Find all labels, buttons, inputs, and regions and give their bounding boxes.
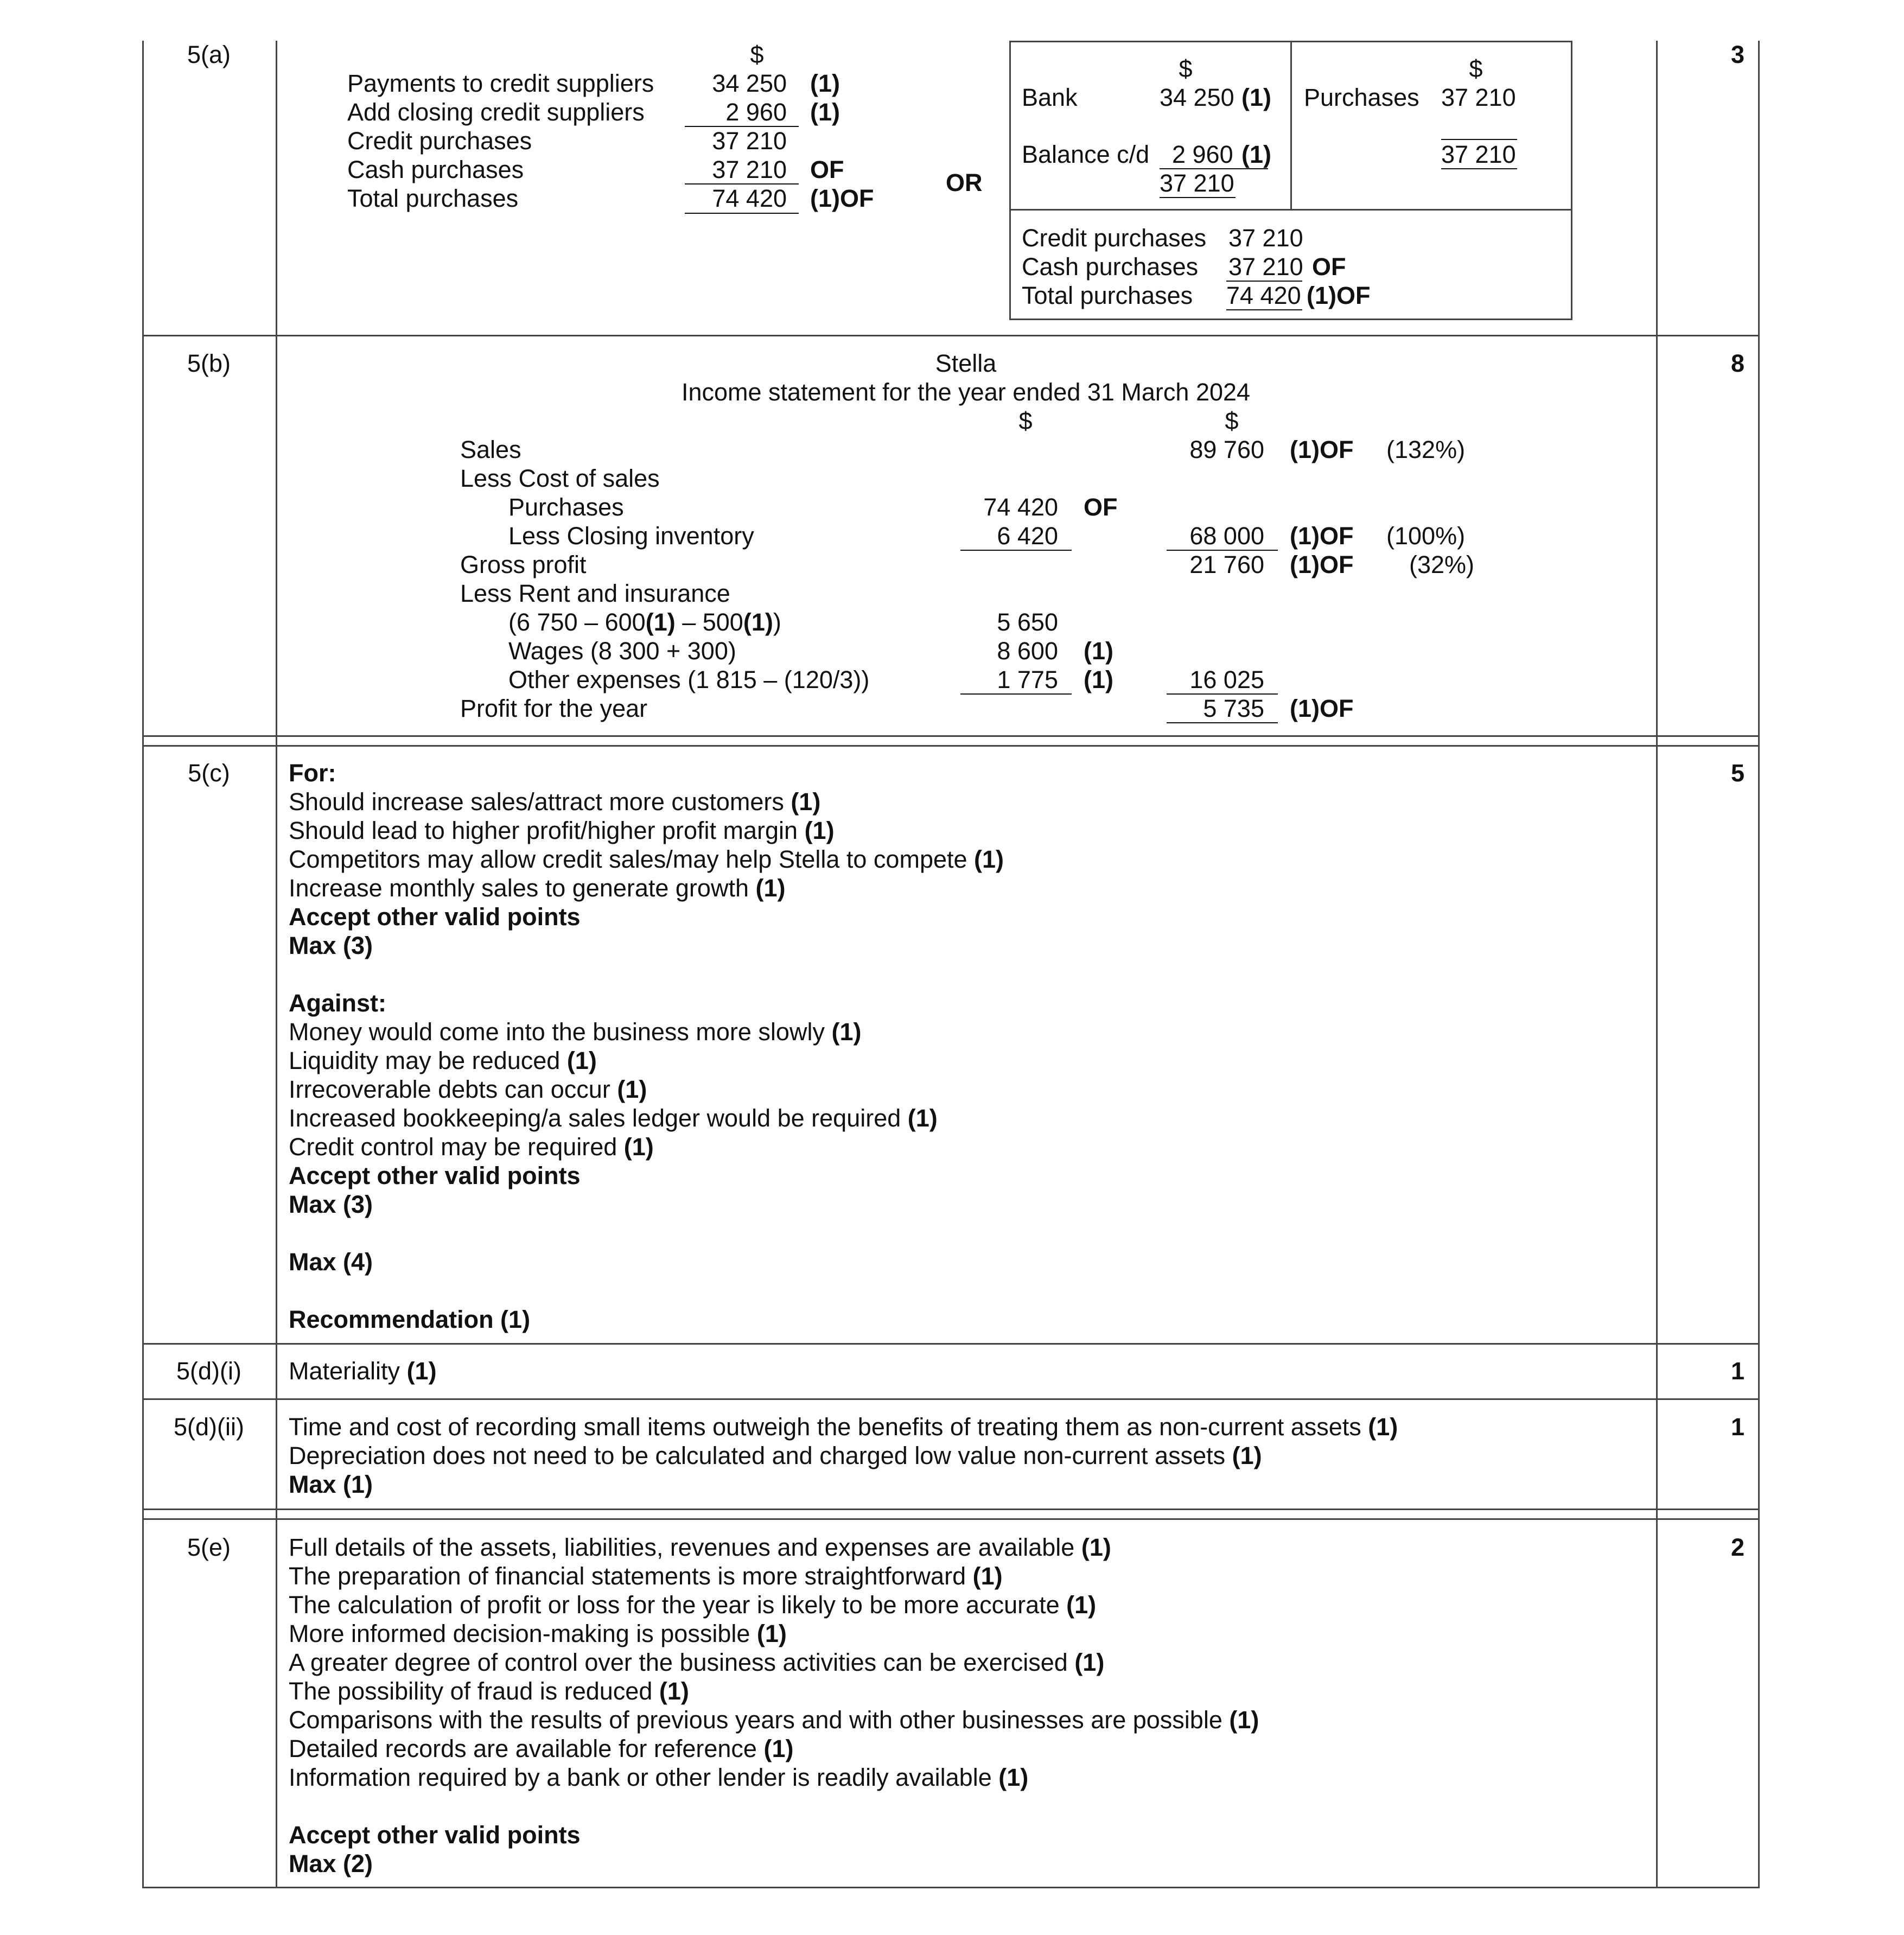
answer-point: Liquidity may be reduced (1) — [289, 1047, 597, 1074]
summary-label: Total purchases — [1022, 282, 1193, 309]
total-amount: 21 760 — [1189, 551, 1264, 578]
answer-point: Materiality (1) — [289, 1357, 437, 1385]
mark-note: OF — [1084, 493, 1118, 521]
row-divider — [142, 335, 1760, 336]
working-label: Add closing credit suppliers — [347, 98, 645, 126]
or-label: OR — [946, 169, 983, 196]
line-label: Profit for the year — [460, 695, 648, 722]
mark-note: (1)OF — [1290, 522, 1354, 550]
accept-note: Accept other valid points — [289, 1821, 581, 1849]
summary-label: Credit purchases — [1022, 224, 1207, 252]
column-divider-2-bottom — [1656, 1518, 1658, 1888]
question-number: 5(e) — [187, 1533, 231, 1561]
sub-amount: 1 775 — [997, 666, 1058, 693]
answer-point: A greater degree of control over the business activities can be exercised (1) — [289, 1648, 1105, 1676]
line-label: Less Rent and insurance — [460, 580, 730, 607]
mark-note: OF — [1312, 253, 1346, 281]
answer-point: Increased bookkeeping/a sales ledger would be required (1) — [289, 1104, 938, 1132]
sub-amount: 5 650 — [997, 608, 1058, 636]
account-divider — [1290, 41, 1292, 210]
mark-total: 1 — [1730, 1413, 1744, 1441]
line-label: Purchases — [508, 493, 624, 521]
mark-note: (1)OF — [1307, 282, 1371, 309]
answer-point: Competitors may allow credit sales/may help Stella to compete (1) — [289, 845, 1004, 873]
row-divider — [142, 1398, 1760, 1400]
total-amount: 89 760 — [1189, 436, 1264, 463]
mark-total: 1 — [1730, 1357, 1744, 1385]
dollar-heading: $ — [1469, 55, 1483, 82]
against-heading: Against: — [289, 989, 386, 1017]
mark-total: 5 — [1730, 759, 1744, 787]
max-note: Max (2) — [289, 1850, 373, 1877]
total-amount: 16 025 — [1189, 666, 1264, 693]
answer-point: Money would come into the business more slowly (1) — [289, 1018, 862, 1046]
account-total: 37 210 — [1160, 169, 1234, 197]
dollar-heading: $ — [1018, 407, 1033, 435]
underline — [685, 213, 799, 214]
left-border-bottom — [142, 1518, 144, 1888]
answer-point: Irrecoverable debts can occur (1) — [289, 1075, 647, 1103]
statement-title: Stella — [935, 349, 997, 377]
mark-note: (1)OF — [1290, 551, 1354, 578]
line-label: Wages (8 300 + 300) — [508, 637, 736, 665]
percentage: (32%) — [1409, 551, 1475, 578]
mark-note: (1) — [1084, 637, 1113, 665]
answer-point: The calculation of profit or loss for the year is likely to be more accurate (1) — [289, 1591, 1097, 1619]
answer-point: Information required by a bank or other lender is readily available (1) — [289, 1764, 1029, 1791]
right-border — [1758, 41, 1760, 1530]
answer-point: Comparisons with the results of previous years and with other businesses are possible (1) — [289, 1706, 1259, 1734]
underline — [1167, 722, 1278, 723]
percentage: (100%) — [1386, 522, 1466, 550]
account-amount: 2 960 — [1172, 141, 1233, 168]
bottom-border — [142, 1887, 1760, 1888]
question-number: 5(c) — [188, 759, 230, 787]
sub-amount: 6 420 — [997, 522, 1058, 550]
dollar-heading: $ — [750, 41, 764, 68]
mark-total: 2 — [1730, 1533, 1744, 1561]
question-number: 5(d)(i) — [176, 1357, 241, 1385]
underline — [1226, 309, 1302, 310]
total-amount: 68 000 — [1189, 522, 1264, 550]
working-label: Cash purchases — [347, 156, 524, 183]
working-amount: 37 210 — [712, 127, 787, 155]
dollar-heading: $ — [1179, 55, 1193, 82]
statement-subtitle: Income statement for the year ended 31 March 2024 — [681, 378, 1251, 406]
underline — [960, 550, 1072, 551]
mark-note: (1)OF — [810, 184, 874, 212]
mark-note: (1) — [1241, 84, 1271, 111]
row-divider — [142, 1343, 1760, 1345]
answer-point: The preparation of financial statements is more straightforward (1) — [289, 1562, 1003, 1590]
summary-amount: 37 210 — [1228, 224, 1303, 252]
answer-point: The possibility of fraud is reduced (1) — [289, 1677, 689, 1705]
mark-note: (1) — [1241, 141, 1271, 168]
line-label: Gross profit — [460, 551, 587, 578]
answer-point: Depreciation does not need to be calculated and charged low value non-current assets (1) — [289, 1442, 1262, 1469]
account-amount: 37 210 — [1441, 84, 1516, 111]
mark-note: (1) — [810, 69, 840, 97]
mark-note: (1)OF — [1290, 695, 1354, 722]
line-label: Other expenses (1 815 – (120/3)) — [508, 666, 870, 693]
account-label: Purchases — [1304, 84, 1419, 111]
row-divider — [142, 1508, 1760, 1510]
account-total: 37 210 — [1441, 141, 1516, 168]
max-note: Max (1) — [289, 1471, 373, 1498]
mark-total: 8 — [1730, 349, 1744, 377]
answer-point: Should lead to higher profit/higher profit margin (1) — [289, 817, 835, 844]
accept-note: Accept other valid points — [289, 903, 581, 931]
mark-note: OF — [810, 156, 844, 183]
column-divider-1 — [276, 41, 277, 1530]
summary-label: Cash purchases — [1022, 253, 1199, 281]
working-label: Total purchases — [347, 184, 519, 212]
answer-point: Credit control may be required (1) — [289, 1133, 654, 1161]
line-label: Sales — [460, 436, 521, 463]
mark-note: (1)OF — [1290, 436, 1354, 463]
working-label: Payments to credit suppliers — [347, 69, 654, 97]
max-note: Max (3) — [289, 1191, 373, 1218]
max-note: Max (4) — [289, 1248, 373, 1276]
summary-amount: 37 210 — [1228, 253, 1303, 281]
underline — [1441, 168, 1517, 169]
mark-total: 3 — [1730, 41, 1744, 68]
mark-note: (1) — [1084, 666, 1113, 693]
sub-amount: 74 420 — [983, 493, 1058, 521]
account-label: Bank — [1022, 84, 1078, 111]
answer-point: Should increase sales/attract more customers (1) — [289, 788, 821, 816]
row-divider — [142, 1518, 1760, 1520]
underline — [960, 693, 1072, 695]
answer-text — [289, 1412, 1398, 1499]
dollar-heading: $ — [1225, 407, 1239, 435]
sub-amount: 8 600 — [997, 637, 1058, 665]
question-number: 5(d)(ii) — [174, 1413, 244, 1441]
line-label: Less Closing inventory — [508, 522, 754, 550]
right-border-bottom — [1758, 1518, 1760, 1888]
row-divider — [142, 735, 1760, 737]
working-label: Credit purchases — [347, 127, 532, 155]
max-note: Max (3) — [289, 932, 373, 959]
working-amount: 2 960 — [725, 98, 787, 126]
question-number: 5(b) — [187, 349, 231, 377]
percentage: (132%) — [1386, 436, 1466, 463]
answer-point: Time and cost of recording small items outweigh the benefits of treating them as non-current assets (1) — [289, 1413, 1398, 1441]
accept-note: Accept other valid points — [289, 1162, 581, 1189]
total-amount: 5 735 — [1203, 695, 1264, 722]
column-divider-1-bottom — [276, 1518, 277, 1888]
recommendation-note: Recommendation (1) — [289, 1306, 531, 1333]
account-divider — [1009, 209, 1572, 211]
account-amount: 34 250 — [1160, 84, 1234, 111]
line-label: Less Cost of sales — [460, 464, 660, 492]
account-label: Balance c/d — [1022, 141, 1150, 168]
answer-text — [289, 759, 1004, 1334]
answer-point: Increase monthly sales to generate growth (1) — [289, 874, 786, 902]
answer-point: Full details of the assets, liabilities, revenues and expenses are available (1) — [289, 1533, 1111, 1561]
row-divider — [142, 745, 1760, 747]
working-amount: 37 210 — [712, 156, 787, 183]
answer-text — [289, 1533, 1259, 1878]
answer-point: Detailed records are available for reference (1) — [289, 1735, 794, 1762]
underline — [1160, 197, 1236, 198]
rent-calculation: (6 750 – 600(1) – 500(1)) — [508, 608, 781, 636]
mark-note: (1) — [810, 98, 840, 126]
summary-amount: 74 420 — [1226, 282, 1301, 309]
working-amount: 74 420 — [712, 184, 787, 212]
question-number: 5(a) — [187, 41, 231, 68]
answer-point: More informed decision-making is possible (1) — [289, 1620, 787, 1647]
for-heading: For: — [289, 759, 336, 787]
working-amount: 34 250 — [712, 69, 787, 97]
column-divider-2 — [1656, 41, 1658, 1530]
